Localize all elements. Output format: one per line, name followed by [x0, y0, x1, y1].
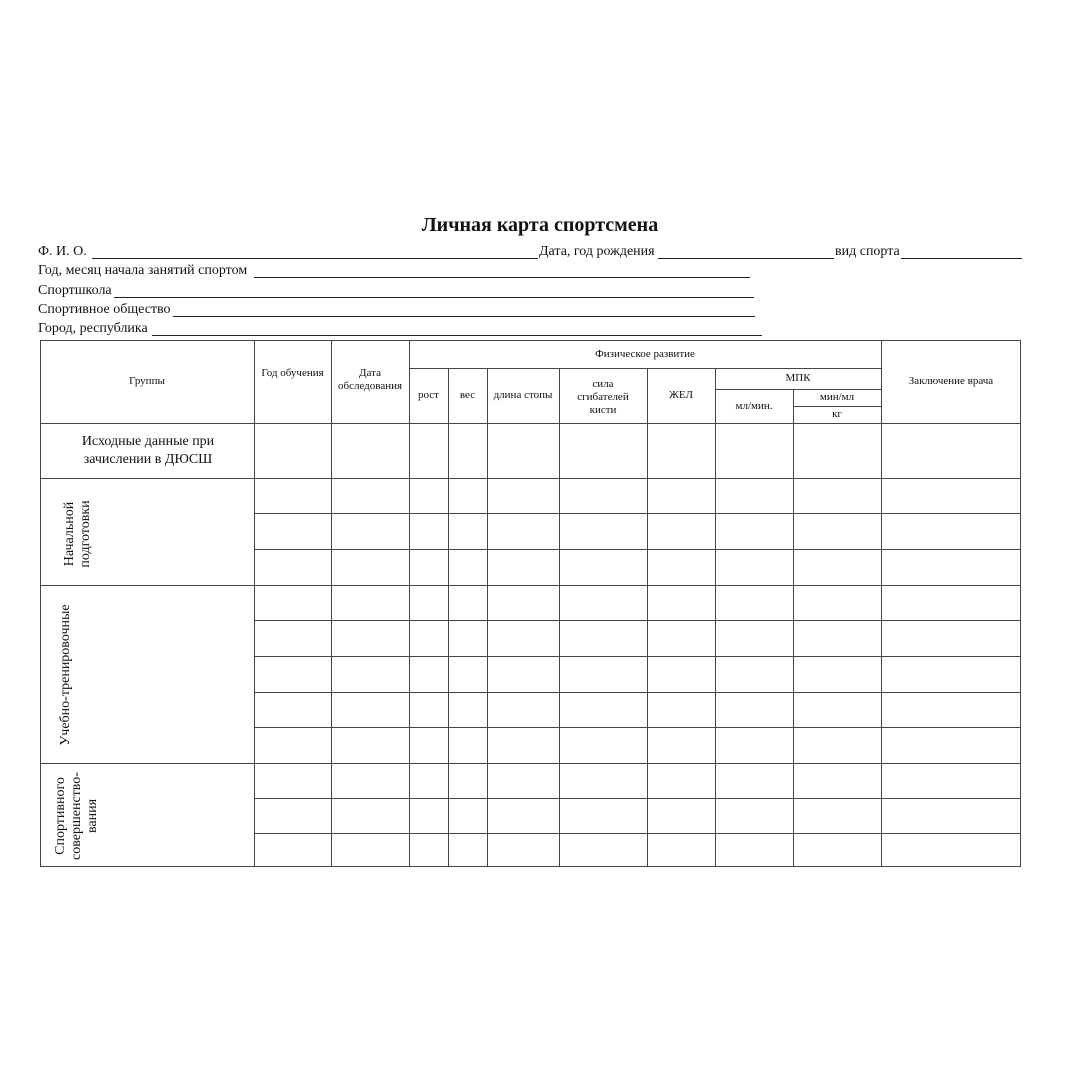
page-title: Личная карта спортсмена — [421, 214, 659, 236]
header-foot-length: длина стопы — [493, 389, 553, 401]
society-label: Спортивное общество — [38, 302, 171, 317]
group-initial-data: Исходные данные при зачислении в ДЮСШ — [81, 433, 215, 467]
grid-line — [40, 478, 1021, 479]
header-exam-date: Дата обследования — [337, 367, 403, 392]
group-sport-line2: совершенство- — [69, 772, 84, 860]
grid-line — [254, 692, 1021, 693]
grid-line — [254, 656, 1021, 657]
sport-label: вид спорта — [835, 244, 900, 259]
group-sport-line3: вания — [85, 798, 100, 834]
birth-date-field[interactable] — [658, 258, 834, 259]
header-study-year: Год обучения — [261, 367, 324, 379]
group-beginner-line2: подготовки — [78, 500, 93, 568]
table-border-bottom — [40, 866, 1021, 867]
header-min-ml: мин/мл — [819, 391, 855, 403]
header-doctor-conclusion: Заключение врача — [908, 375, 994, 387]
group-beginner — [61, 454, 95, 614]
grid-line — [254, 549, 1021, 550]
header-physical-development: Физическое развитие — [595, 347, 695, 360]
grid-line — [559, 368, 560, 867]
school-field[interactable] — [114, 297, 754, 298]
group-sport-line1: Спортивного — [53, 777, 68, 855]
group-beginner-line1: Начальной — [62, 501, 77, 567]
grid-line — [448, 368, 449, 867]
header-groups: Группы — [129, 375, 165, 387]
header-mpk: МПК — [785, 372, 811, 384]
city-label: Город, республика — [38, 321, 148, 336]
header-weight: вес — [459, 389, 476, 401]
grid-line — [793, 389, 794, 867]
header-height: рост — [418, 389, 439, 401]
grid-line — [254, 798, 1021, 799]
start-year-label: Год, месяц начала занятий спортом — [38, 263, 248, 278]
header-ml-min: мл/мин. — [735, 399, 773, 412]
grid-line — [40, 763, 1021, 764]
grid-line — [254, 513, 1021, 514]
grid-line — [487, 368, 488, 867]
grid-line — [254, 727, 1021, 728]
fio-field[interactable] — [92, 258, 538, 259]
start-year-field[interactable] — [254, 277, 750, 278]
group-sport-excellence — [51, 736, 103, 896]
school-label: Спортшкола — [38, 283, 112, 298]
sport-field[interactable] — [901, 258, 1022, 259]
group-training: Учебно-тренировочные — [58, 604, 73, 746]
grid-line — [254, 620, 1021, 621]
header-vital-capacity: ЖЕЛ — [669, 389, 693, 401]
city-field[interactable] — [152, 335, 762, 336]
fio-label: Ф. И. О. — [38, 244, 87, 259]
grid-line — [715, 368, 716, 867]
grid-line — [40, 585, 1021, 586]
grid-line — [647, 368, 648, 867]
birth-date-label: Дата, год рождения — [539, 244, 655, 259]
header-kg: кг — [832, 408, 842, 420]
header-grip-strength: сила сгибателей кисти — [577, 378, 629, 416]
grid-line — [254, 833, 1021, 834]
society-field[interactable] — [173, 316, 755, 317]
